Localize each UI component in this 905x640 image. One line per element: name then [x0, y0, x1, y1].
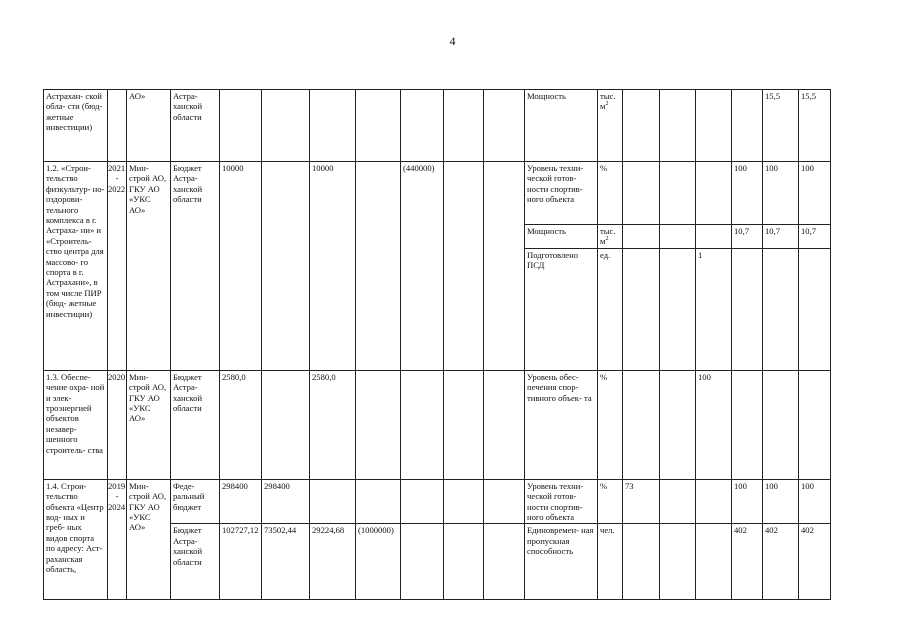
amount-year: 298400: [262, 479, 310, 524]
funding-source: Бюджет Астра- ханской области: [171, 370, 220, 479]
indicator-value: 100: [732, 479, 763, 524]
indicator-unit: ед.: [598, 248, 623, 370]
indicator-value: 402: [763, 524, 799, 600]
page-number: 4: [449, 34, 456, 48]
amount-year: 2580,0: [310, 370, 356, 479]
indicator-value: 10,7: [732, 225, 763, 249]
indicator-name: Уровень обес- печения спор- тивного объек- та: [525, 370, 598, 479]
indicator-name: Мощность: [525, 90, 598, 162]
indicator-name: Мощность: [525, 225, 598, 249]
amount-total: 102727,12: [220, 524, 262, 600]
indicator-value: 100: [763, 162, 799, 225]
indicator-value: 100: [696, 370, 732, 479]
years-cell: 2020: [108, 370, 127, 479]
indicator-value: 402: [732, 524, 763, 600]
indicator-value: 15,5: [799, 90, 831, 162]
indicator-value: 15,5: [763, 90, 799, 162]
event-name: Астрахан- ской обла- сти (бюд- жетные инвестиции): [44, 90, 108, 162]
event-name: 1.4. Строи- тельство объекта «Центр вод- ных и греб- ных видов спорта по адресу: Аст- раханская область,: [44, 479, 108, 600]
amount-year: (1000000): [356, 524, 401, 600]
table-row: [44, 479, 831, 524]
executor: Мин- строй АО, ГКУ АО «УКС АО»: [127, 162, 171, 371]
indicator-name: Единовремен- ная пропускная способность: [525, 524, 598, 600]
indicator-value: 100: [763, 479, 799, 524]
table-row: [44, 90, 831, 162]
indicator-value: 402: [799, 524, 831, 600]
amount-year: 10000: [310, 162, 356, 371]
years-cell: 2021 - 2022: [108, 162, 127, 371]
indicator-unit: тыс. $м^2$: [598, 90, 623, 162]
funding-source: Бюджет Астра- ханской области: [171, 162, 220, 371]
indicator-value: 10,7: [799, 225, 831, 249]
event-name: 1.3. Обеспе- чение охра- ной и элек- троэнергией объектов незавер- шенного строитель- ства: [44, 370, 108, 479]
executor: Мин- строй АО, ГКУ АО «УКС АО»: [127, 479, 171, 600]
table-row: [44, 162, 831, 225]
indicator-unit: чел.: [598, 524, 623, 600]
indicator-value: 100: [799, 479, 831, 524]
indicator-unit: %: [598, 370, 623, 479]
indicator-unit: тыс. $м^2$: [598, 225, 623, 249]
amount-year: 73502,44: [262, 524, 310, 600]
indicator-value: 100: [799, 162, 831, 225]
amount-year: 29224,68: [310, 524, 356, 600]
indicator-value: 10,7: [763, 225, 799, 249]
indicator-name: Подготовлено ПСД: [525, 248, 598, 370]
indicator-value: 1: [696, 248, 732, 370]
years-cell: [108, 90, 127, 162]
indicator-name: Уровень техни- ческой готов- ности спортив- ного объекта: [525, 479, 598, 524]
executor: АО»: [127, 90, 171, 162]
amount-year: (440000): [401, 162, 444, 371]
indicator-value: 100: [732, 162, 763, 225]
indicator-unit: %: [598, 479, 623, 524]
funding-source: Феде- ральный бюджет: [171, 479, 220, 524]
indicator-name: Уровень техни- ческой готов- ности спортив- ного объекта: [525, 162, 598, 225]
funding-source: Бюджет Астра- ханской области: [171, 524, 220, 600]
indicator-unit: %: [598, 162, 623, 225]
executor: Мин- строй АО, ГКУ АО «УКС АО»: [127, 370, 171, 479]
funding-source: Астра- ханской области: [171, 90, 220, 162]
program-table: [43, 89, 831, 600]
amount-total: 10000: [220, 162, 262, 371]
indicator-value: 73: [623, 479, 660, 524]
table-row: [44, 370, 831, 479]
years-cell: 2019 - 2024: [108, 479, 127, 600]
amount-total: 298400: [220, 479, 262, 524]
amount-total: 2580,0: [220, 370, 262, 479]
event-name: 1.2. «Строи- тельство физкультур- но- оздорови- тельного комплекса в г. Астраха- ни» и «Строитель- ство центра для массово- го спорта в г. Астрахани», в том числе ПИР (бюд- жетные инвестиции): [44, 162, 108, 371]
